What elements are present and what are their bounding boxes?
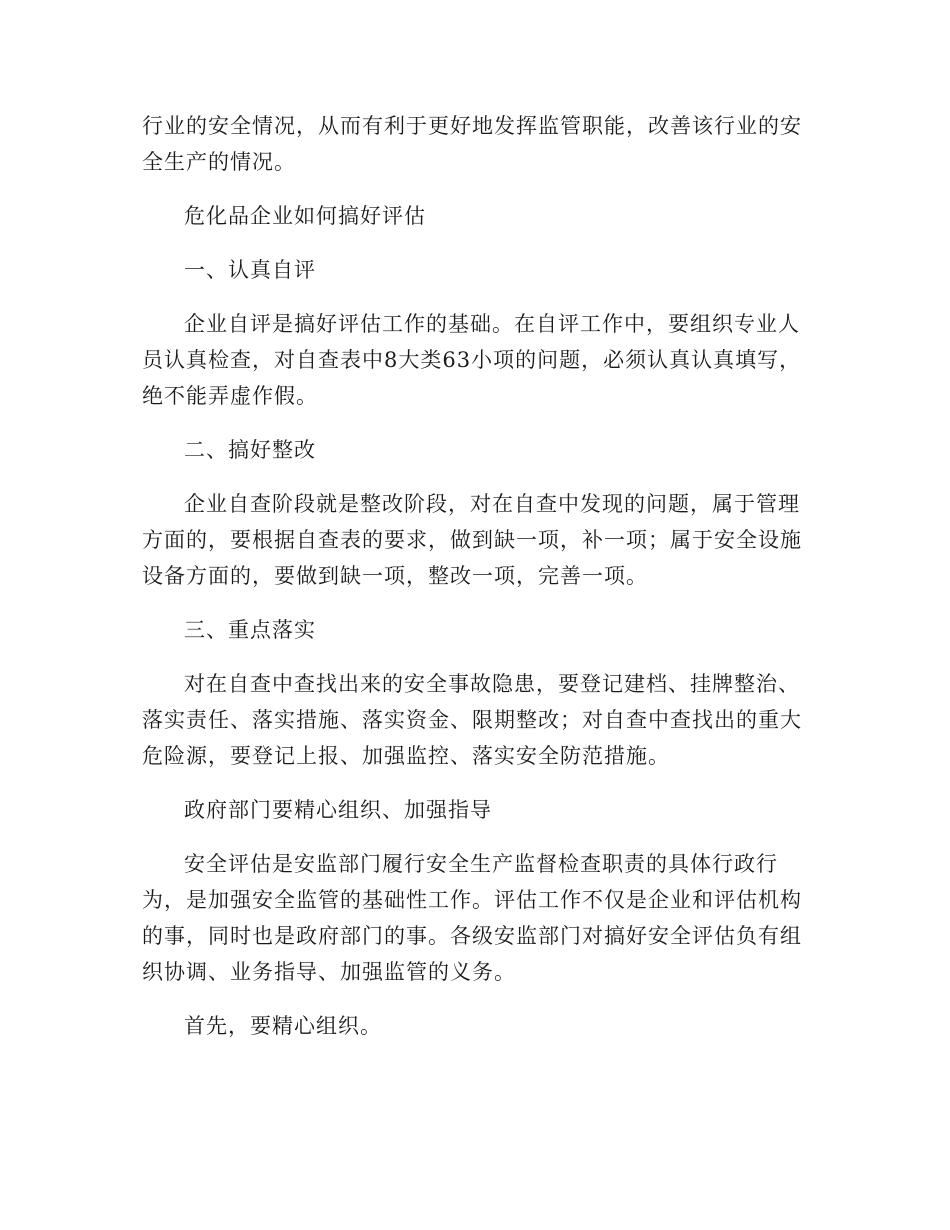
point-heading-first: 首先，要精心组织。 (184, 1014, 382, 1038)
section-title: 危化品企业如何搞好评估 (184, 204, 426, 228)
subsection-heading-2: 二、搞好整改 (184, 438, 316, 462)
paragraph: 安全评估是安监部门履行安全生产监督检查职责的具体行政行为，是加强安全监管的基础性工作。评估工作不仅是企业和评估机构的事，同时也是政府部门的事。各级安监部门对搞好安全评估负有组织协调、业务指导、加强监管的义务。 (142, 852, 802, 984)
section-title-government: 政府部门要精心组织、加强指导 (184, 798, 492, 822)
subsection-heading-3: 三、重点落实 (184, 618, 316, 642)
subsection-heading-1: 一、认真自评 (184, 258, 316, 282)
paragraph-continuation: 行业的安全情况，从而有利于更好地发挥监管职能，改善该行业的安全生产的情况。 (142, 114, 802, 174)
paragraph: 企业自评是搞好评估工作的基础。在自评工作中，要组织专业人员认真检查，对自查表中8大类63小项的问题，必须认真认真填写，绝不能弄虚作假。 (142, 312, 802, 408)
document-body (142, 108, 807, 1062)
paragraph: 企业自查阶段就是整改阶段，对在自查中发现的问题，属于管理方面的，要根据自查表的要求，做到缺一项，补一项；属于安全设施设备方面的，要做到缺一项，整改一项，完善一项。 (142, 492, 802, 588)
paragraph: 对在自查中查找出来的安全事故隐患，要登记建档、挂牌整治、落实责任、落实措施、落实资金、限期整改；对自查中查找出的重大危险源，要登记上报、加强监控、落实安全防范措施。 (142, 672, 802, 768)
